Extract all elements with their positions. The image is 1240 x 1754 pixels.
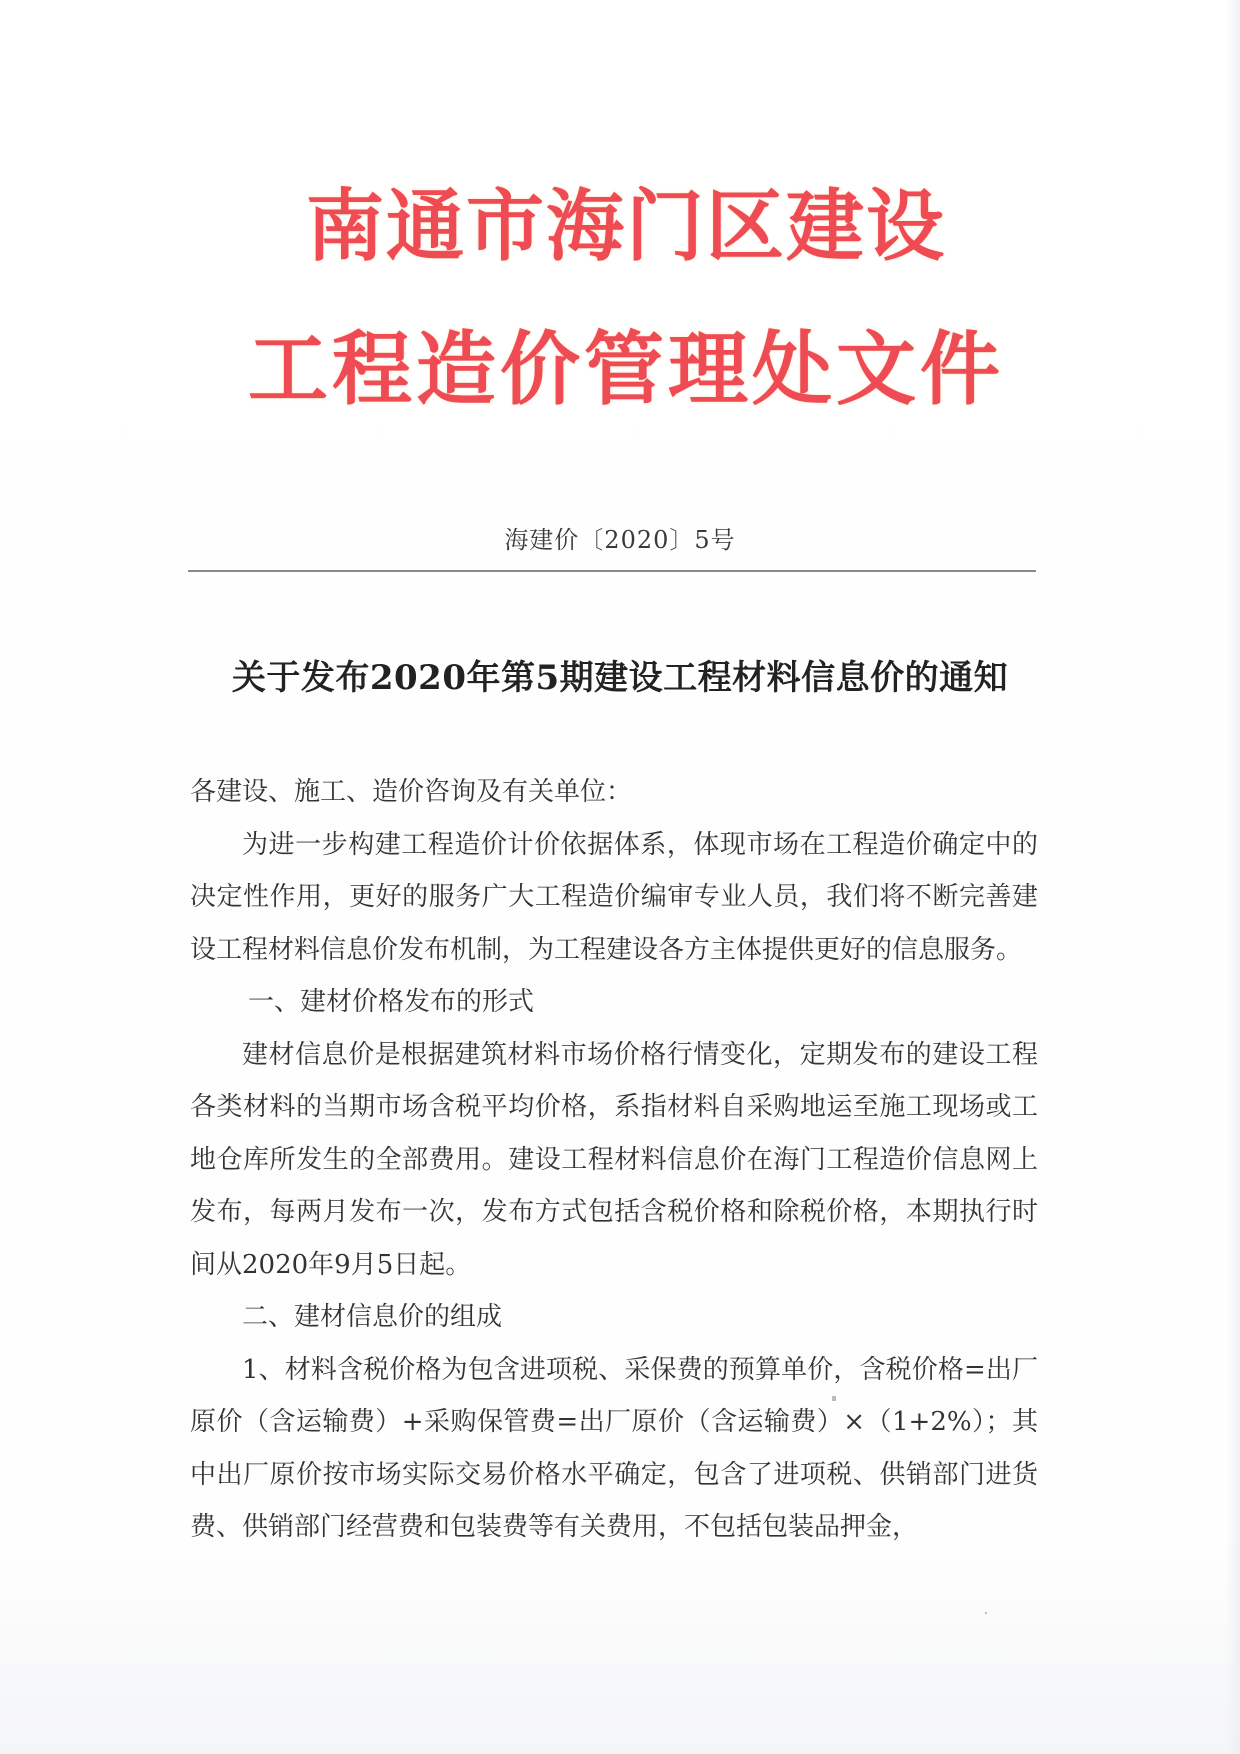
document-title: 关于发布2020年第5期建设工程材料信息价的通知	[231, 658, 1009, 698]
section-2-item-1: 1、材料含税价格为包含进项税、采保费的预算单价，含税价格=出厂原价（含运输费）+采购保管费=出厂原价（含运输费）×（1+2%）；其中出厂原价按市场实际交易价格水平确定，包含了进项税、供销部门进货费、供销部门经营费和包装费等有关费用，不包括包装品押金，	[190, 1354, 1038, 1542]
section-1-paragraph: 建材信息价是根据建筑材料市场价格行情变化，定期发布的建设工程各类材料的当期市场含税平均价格，系指材料自采购地运至施工现场或工地仓库所发生的全部费用。建设工程材料信息价在海门工程造价信息网上发布，每两月发布一次，发布方式包括含税价格和除税价格，本期执行时间从2020年9月5日起。	[190, 1039, 1038, 1280]
scan-speck	[832, 1396, 836, 1401]
issuer-header-line-2: 工程造价管理处文件	[248, 323, 1004, 416]
header-divider	[188, 570, 1036, 572]
scan-speck	[985, 1612, 987, 1614]
section-2-heading: 二、建材信息价的组成	[242, 1302, 503, 1332]
document-number: 海建价〔2020〕5号	[504, 526, 736, 554]
section-1-heading: 一、建材价格发布的形式	[248, 987, 535, 1017]
intro-paragraph: 为进一步构建工程造价计价依据体系，体现市场在工程造价确定中的决定性作用，更好的服务广大工程造价编审专业人员，我们将不断完善建设工程材料信息价发布机制，为工程建设各方主体提供更好的信息服务。	[190, 829, 1038, 965]
issuer-header-line-1: 南通市海门区建设	[305, 182, 946, 272]
document-body	[190, 766, 1038, 1554]
salutation: 各建设、施工、造价咨询及有关单位：	[190, 777, 633, 807]
